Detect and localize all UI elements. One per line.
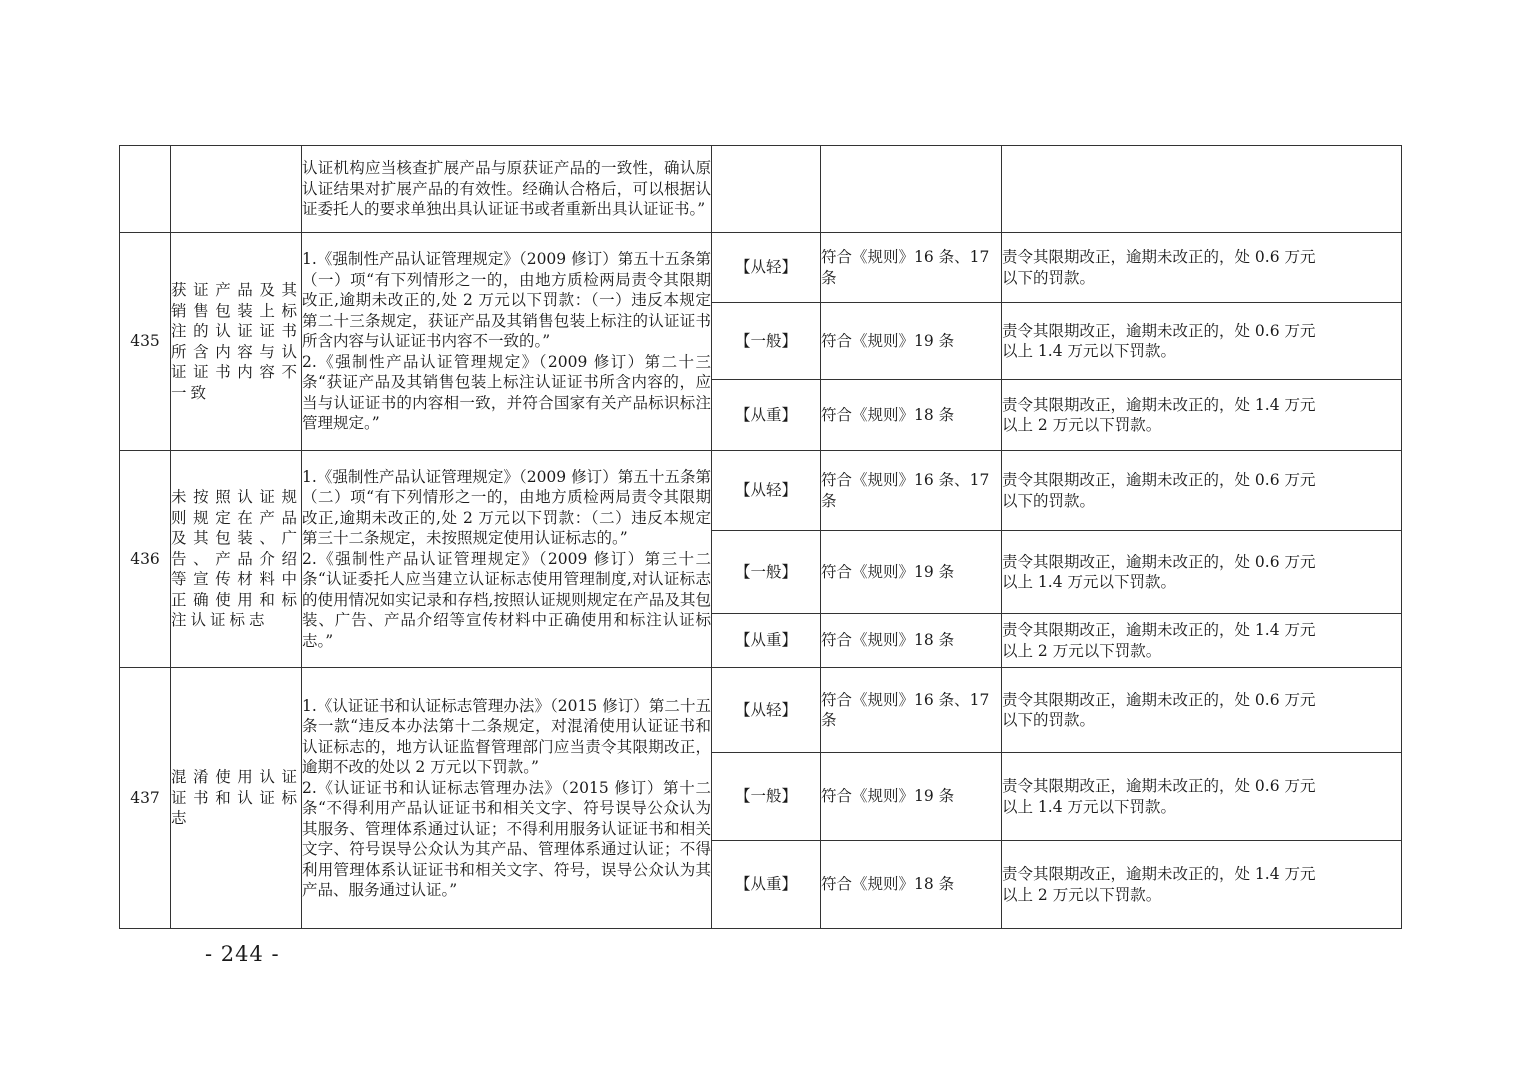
penalty-line: 以上 2 万元以下罚款。 — [1002, 416, 1162, 434]
table-row — [120, 668, 1402, 753]
penalty-standard — [1002, 380, 1402, 451]
penalty-line: 责令其限期改正，逾期未改正的，处 0.6 万元 — [1002, 690, 1316, 709]
legal-basis-item: 2.《强制性产品认证管理规定》（2009 修订）第三十二条“认证委托人应当建立认证标志使用管理制度,对认证标志的使用情况如实记录和存档,按照认证规则规定在产品及其包装、广告、产品介绍等宣传材料中正确使用和标注认证标志。” — [302, 549, 711, 650]
table-row — [120, 451, 1402, 531]
penalty-standard — [1002, 233, 1402, 303]
continuation-condition-cell — [821, 146, 1002, 233]
legal-basis-item: 1.《强制性产品认证管理规定》（2009 修订）第五十五条第（一）项“有下列情形之一的，由地方质检两局责令其限期改正,逾期未改正的,处 2 万元以下罚款：（一）违反本规定第二十三条规定，获证产品及其销售包装上标注的认证证书所含内容与认证证书内容不一致的。” — [302, 250, 711, 351]
item-number: 435 — [120, 233, 171, 451]
applicable-condition: 符合《规则》18 条 — [821, 380, 1002, 451]
penalty-line: 责令其限期改正，逾期未改正的，处 1.4 万元 — [1002, 865, 1316, 883]
applicable-condition: 符合《规则》18 条 — [821, 841, 1002, 929]
applicable-condition: 符合《规则》19 条 — [821, 531, 1002, 614]
legal-basis-item: 2.《认证证书和认证标志管理办法》（2015 修订）第十二条“不得利用产品认证证书和相关文字、符号误导公众认为其服务、管理体系通过认证；不得利用服务认证证书和相关文字、符号误导公众认为其产品、管理体系通过认证；不得利用管理体系认证证书和相关文字、符号，误导公众认为其产品、服务通过认证。” — [302, 778, 711, 899]
penalty-line: 责令其限期改正，逾期未改正的，处 0.6 万元 — [1002, 321, 1316, 340]
penalty-line: 以上 1.4 万元以下罚款。 — [1002, 797, 1177, 816]
applicable-condition: 符合《规则》19 条 — [821, 303, 1002, 380]
continuation-name-cell — [171, 146, 302, 233]
continuation-penalty-cell — [1002, 146, 1402, 233]
penalty-line: 以下的罚款。 — [1002, 491, 1096, 510]
penalty-line: 以上 1.4 万元以下罚款。 — [1002, 573, 1177, 591]
penalty-line: 责令其限期改正，逾期未改正的，处 0.6 万元 — [1002, 552, 1316, 571]
legal-basis-item: 1.《认证证书和认证标志管理办法》（2015 修订）第二十五条一款“违反本办法第十二条规定，对混淆使用认证证书和认证标志的，地方认证监督管理部门应当责令其限期改正，逾期不改的处以 2 万元以下罚款。” — [302, 696, 711, 776]
penalty-line: 责令其限期改正，逾期未改正的，处 0.6 万元 — [1002, 777, 1316, 795]
page-number: - 244 - — [205, 942, 280, 966]
penalty-line: 以上 1.4 万元以下罚款。 — [1002, 342, 1177, 360]
applicable-condition: 符合《规则》16 条、17 条 — [821, 451, 1002, 531]
applicable-condition: 符合《规则》19 条 — [821, 753, 1002, 841]
legal-basis — [302, 668, 712, 929]
penalty-standard — [1002, 841, 1402, 929]
penalty-standard — [1002, 531, 1402, 614]
discretion-level: 【一般】 — [712, 531, 821, 614]
penalty-standard — [1002, 303, 1402, 380]
applicable-condition: 符合《规则》16 条、17 条 — [821, 668, 1002, 753]
penalty-standard — [1002, 614, 1402, 668]
legal-basis-item: 2.《强制性产品认证管理规定》（2009 修订）第二十三条“获证产品及其销售包装上标注认证证书所含内容的，应当与认证证书的内容相一致，并符合国家有关产品标识标注管理规定。” — [302, 352, 711, 433]
penalty-line: 以上 2 万元以下罚款。 — [1002, 641, 1162, 660]
discretion-level: 【从轻】 — [712, 451, 821, 531]
discretion-level: 【从重】 — [712, 841, 821, 929]
penalty-line: 责令其限期改正，逾期未改正的，处 0.6 万元 — [1002, 248, 1316, 266]
penalty-line: 以下的罚款。 — [1002, 711, 1096, 729]
penalty-line: 以上 2 万元以下罚款。 — [1002, 885, 1162, 904]
discretion-level: 【从轻】 — [712, 668, 821, 753]
legal-basis-item: 1.《强制性产品认证管理规定》（2009 修订）第五十五条第（二）项“有下列情形之一的，由地方质检两局责令其限期改正,逾期未改正的,处 2 万元以下罚款：（二）违反本规定第三十二条规定，未按照规定使用认证标志的。” — [302, 467, 711, 548]
discretion-level: 【从重】 — [712, 380, 821, 451]
discretion-level: 【一般】 — [712, 303, 821, 380]
applicable-condition: 符合《规则》18 条 — [821, 614, 1002, 668]
continuation-law-text: 认证机构应当核查扩展产品与原获证产品的一致性，确认原认证结果对扩展产品的有效性。经确认合格后，可以根据认证委托人的要求单独出具认证证书或者重新出具认证证书。” — [302, 146, 712, 233]
penalty-line: 责令其限期改正，逾期未改正的，处 1.4 万元 — [1002, 621, 1316, 639]
continuation-row — [120, 146, 1402, 233]
violation-name: 混淆使用认证证书和认证标志 — [171, 668, 302, 929]
item-number: 436 — [120, 451, 171, 668]
penalty-standards-table — [119, 145, 1402, 929]
discretion-level: 【从重】 — [712, 614, 821, 668]
violation-name: 未按照认证规则规定在产品及其包装、广告、产品介绍等宣传材料中正确使用和标注认证标志 — [171, 451, 302, 668]
discretion-level: 【从轻】 — [712, 233, 821, 303]
penalty-line: 责令其限期改正，逾期未改正的，处 1.4 万元 — [1002, 395, 1316, 414]
legal-basis — [302, 451, 712, 668]
penalty-standard — [1002, 753, 1402, 841]
legal-basis — [302, 233, 712, 451]
continuation-id-cell — [120, 146, 171, 233]
penalty-line: 责令其限期改正，逾期未改正的，处 0.6 万元 — [1002, 471, 1316, 489]
penalty-standard — [1002, 451, 1402, 531]
penalty-line: 以下的罚款。 — [1002, 268, 1096, 287]
applicable-condition: 符合《规则》16 条、17 条 — [821, 233, 1002, 303]
penalty-standard — [1002, 668, 1402, 753]
discretion-level: 【一般】 — [712, 753, 821, 841]
violation-name: 获证产品及其销售包装上标注的认证证书所含内容与认证证书内容不一致 — [171, 233, 302, 451]
table-row — [120, 233, 1402, 303]
continuation-level-cell — [712, 146, 821, 233]
item-number: 437 — [120, 668, 171, 929]
